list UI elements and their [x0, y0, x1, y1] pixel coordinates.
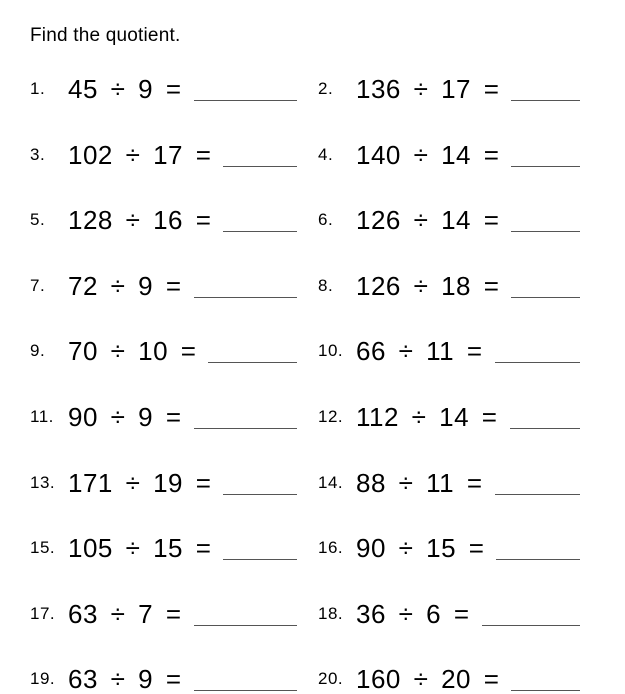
- problem-row: [30, 468, 297, 498]
- problem-number: 15.: [30, 538, 56, 558]
- problem-number: 12.: [318, 406, 344, 426]
- problem-number: 8.: [318, 275, 334, 295]
- problem-row: [30, 664, 297, 694]
- problem-expression: 140 ÷ 14 =: [356, 139, 500, 170]
- problem-row: [30, 336, 297, 366]
- problem-expression: 105 ÷ 15 =: [68, 533, 212, 564]
- problem-row: [318, 664, 580, 694]
- problem-number: 16.: [318, 538, 344, 558]
- answer-blank[interactable]: [223, 468, 297, 495]
- answer-blank[interactable]: [223, 205, 297, 232]
- problem-expression: 36 ÷ 6 =: [356, 598, 470, 629]
- problem-expression: 136 ÷ 17 =: [356, 74, 500, 104]
- problem-expression: 112 ÷ 14 =: [356, 401, 498, 432]
- problem-row: [30, 205, 297, 235]
- answer-blank[interactable]: [194, 599, 297, 626]
- problem-expression: 63 ÷ 9 =: [68, 664, 182, 694]
- answer-blank[interactable]: [510, 402, 581, 429]
- answer-blank[interactable]: [482, 599, 580, 626]
- answer-blank[interactable]: [511, 140, 580, 167]
- answer-blank[interactable]: [511, 664, 580, 691]
- problem-expression: 126 ÷ 18 =: [356, 270, 500, 301]
- answer-blank[interactable]: [223, 533, 297, 560]
- problem-number: 13.: [30, 472, 56, 492]
- problem-expression: 70 ÷ 10 =: [68, 336, 197, 367]
- problem-number: 7.: [30, 275, 46, 295]
- problem-number: 3.: [30, 144, 46, 164]
- problem-number: 9.: [30, 341, 46, 361]
- answer-blank[interactable]: [495, 468, 580, 495]
- answer-blank[interactable]: [511, 271, 580, 298]
- problem-row: [318, 140, 580, 170]
- answer-blank[interactable]: [208, 336, 297, 363]
- problem-expression: 72 ÷ 9 =: [68, 270, 182, 301]
- answer-blank[interactable]: [194, 664, 297, 691]
- problem-number: 19.: [30, 669, 56, 689]
- problem-row: [318, 205, 580, 235]
- problem-expression: 90 ÷ 9 =: [68, 401, 182, 432]
- problem-number: 1.: [30, 79, 46, 98]
- problem-row: [318, 336, 580, 366]
- problem-row: [318, 74, 580, 104]
- problem-row: [30, 533, 297, 563]
- answer-blank[interactable]: [496, 533, 580, 560]
- problem-number: 14.: [318, 472, 344, 492]
- problem-expression: 63 ÷ 7 =: [68, 598, 182, 629]
- problem-number: 4.: [318, 144, 334, 164]
- problem-number: 17.: [30, 603, 56, 623]
- problem-number: 10.: [318, 341, 344, 361]
- problem-number: 2.: [318, 79, 334, 98]
- problem-row: [30, 140, 297, 170]
- answer-blank[interactable]: [194, 74, 297, 101]
- problem-expression: 128 ÷ 16 =: [68, 205, 212, 236]
- problem-row: [318, 402, 580, 432]
- problem-row: [318, 533, 580, 563]
- problem-expression: 102 ÷ 17 =: [68, 139, 212, 170]
- problem-row: [30, 74, 297, 104]
- problem-expression: 126 ÷ 14 =: [356, 205, 500, 236]
- problem-expression: 90 ÷ 15 =: [356, 533, 485, 564]
- answer-blank[interactable]: [223, 140, 297, 167]
- problem-number: 5.: [30, 210, 46, 230]
- problem-number: 20.: [318, 669, 344, 689]
- problem-expression: 45 ÷ 9 =: [68, 74, 182, 104]
- worksheet-title: Find the quotient.: [30, 25, 181, 46]
- answer-blank[interactable]: [194, 402, 297, 429]
- problem-row: [318, 599, 580, 629]
- problem-row: [318, 468, 580, 498]
- answer-blank[interactable]: [511, 74, 580, 101]
- problems-grid: [30, 74, 580, 694]
- problem-expression: 171 ÷ 19 =: [68, 467, 212, 498]
- problem-number: 18.: [318, 603, 344, 623]
- problem-expression: 88 ÷ 11 =: [356, 467, 483, 498]
- problem-number: 6.: [318, 210, 334, 230]
- problem-row: [30, 402, 297, 432]
- problem-expression: 66 ÷ 11 =: [356, 336, 483, 367]
- answer-blank[interactable]: [194, 271, 297, 298]
- problem-number: 11.: [30, 406, 54, 426]
- problem-expression: 160 ÷ 20 =: [356, 664, 500, 694]
- answer-blank[interactable]: [495, 336, 580, 363]
- problem-row: [318, 271, 580, 301]
- problem-row: [30, 271, 297, 301]
- answer-blank[interactable]: [511, 205, 580, 232]
- problem-row: [30, 599, 297, 629]
